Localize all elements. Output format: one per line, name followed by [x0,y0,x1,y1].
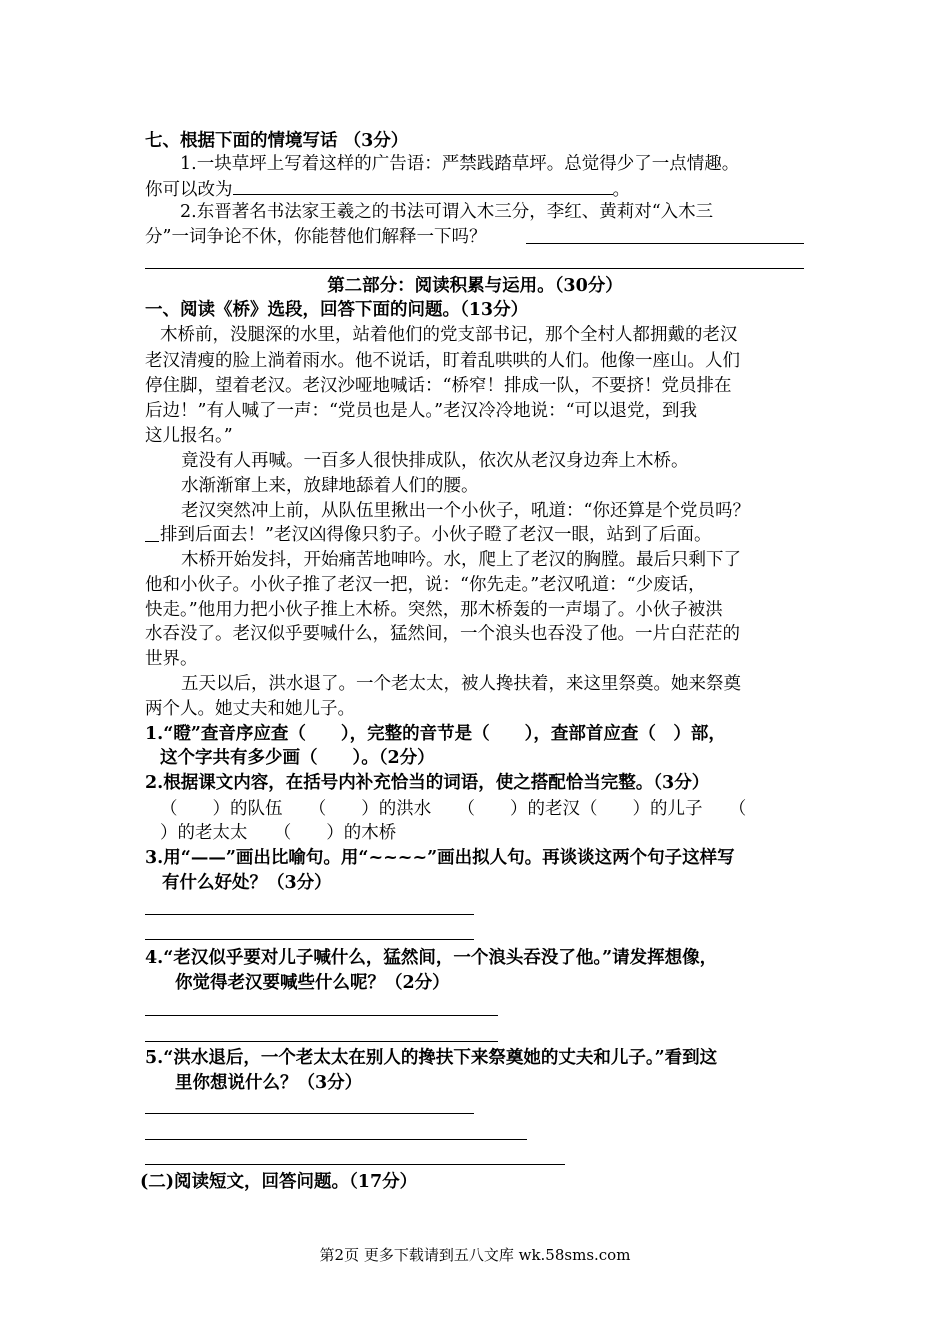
q5-answer-line[interactable] [145,1164,565,1165]
q1-line1: 1.“瞪”查音序应查（ ），完整的音节是（ ），查部首应查（ ）部， [145,724,726,744]
s7-q1-prefix: 你可以改为 [145,180,233,200]
passage-line: 水吞没了。老汉似乎要喊什么，猛然间，一个浪头也吞没了他。一片白茫茫的 [145,624,740,644]
q3-answer-line[interactable] [145,914,474,915]
q5-line2: 里你想说什么？（3分） [175,1073,363,1093]
q4-line1: 4.“老汉似乎要对儿子喊什么，猛然间，一个浪头吞没了他。”请发挥想像， [145,948,718,968]
passage-line: 木桥开始发抖，开始痛苦地呻吟。水，爬上了老汉的胸膛。最后只剩下了 [181,550,741,570]
passage-line: 他和小伙子。小伙子推了老汉一把，说：“你先走。”老汉吼道：“少废话， [145,575,706,595]
s7-q1-line2 [145,176,630,202]
passage-line: 五天以后，洪水退了。一个老太太，被人搀扶着，来这里祭奠。她来祭奠 [181,674,741,694]
s7-q1-answer-blank[interactable] [233,176,613,195]
q2-line1: （ ）的队伍 （ ）的洪水 （ ）的老汉（ ）的儿子 （ [160,799,747,819]
passage-underline-mark [145,541,159,542]
q5-line1: 5.“洪水退后，一个老太太在别人的搀扶下来祭奠她的丈夫和儿子。”看到这 [145,1048,718,1068]
q3-answer-line[interactable] [145,939,474,940]
page-footer: 第2页 更多下载请到五八文库 wk.58sms.com [319,1246,631,1264]
passage-line: 排到后面去！”老汉凶得像只豹子。小伙子瞪了老汉一眼，站到了后面。 [160,525,712,545]
passage-line: 快走。”他用力把小伙子推上木桥。突然，那木桥轰的一声塌了。小伙子被洪 [145,600,723,620]
q4-line2: 你觉得老汉要喊些什么呢？（2分） [175,973,450,993]
q3-line1: 3.用“——”画出比喻句。用“~~~~”画出拟人句。再谈谈这两个句子这样写 [145,848,735,868]
passage-line: 停住脚，望着老汉。老汉沙哑地喊话：“桥窄！排成一队，不要挤！党员排在 [145,376,732,396]
passage-line: 这儿报名。” [145,426,233,446]
passage-line: 老汉突然冲上前，从队伍里揪出一个小伙子，吼道：“你还算是个党员吗？ [181,501,750,521]
q2-line2: ）的老太太 （ ）的木桥 [160,823,397,843]
q4-answer-line[interactable] [145,1015,498,1016]
s7-q2-line2: 分”一词争论不休，你能替他们解释一下吗？ [145,227,487,247]
part2-heading: 第二部分：阅读积累与运用。（30分） [327,276,623,296]
passage-line: 木桥前，没腿深的水里，站着他们的党支部书记，那个全村人都拥戴的老汉 [160,325,738,345]
q5-answer-line[interactable] [145,1113,474,1114]
q2-title: 2.根据课文内容，在括号内补充恰当的词语，使之搭配恰当完整。（3分） [145,773,710,793]
q4-answer-line[interactable] [145,1041,498,1042]
reading2-title: (二)阅读短文，回答问题。（17分） [140,1172,418,1192]
passage-line: 两个人。她丈夫和她儿子。 [145,699,355,719]
s7-q1-line1: 1.一块草坪上写着这样的广告语：严禁践踏草坪。总觉得少了一点情趣。 [180,154,740,174]
s7-q2-answer-line-1[interactable] [526,243,804,244]
passage-line: 世界。 [145,649,198,669]
s7-q1-suffix: 。 [612,180,630,200]
passage-line: 后边！”有人喊了一声：“党员也是人。”老汉冷冷地说：“可以退党，到我 [145,401,698,421]
s7-q2-answer-line-2[interactable] [145,268,804,269]
passage-line: 老汉清瘦的脸上淌着雨水。他不说话，盯着乱哄哄的人们。他像一座山。人们 [145,351,740,371]
passage-line: 水渐渐窜上来，放肆地舔着人们的腰。 [181,476,479,496]
reading1-title: 一、阅读《桥》选段，回答下面的问题。（13分） [145,300,529,320]
s7-q2-line1: 2.东晋著名书法家王羲之的书法可谓入木三分，李红、黄莉对“入木三 [180,202,714,222]
q5-answer-line[interactable] [145,1139,527,1140]
q1-line2: 这个字共有多少画（ ）。（2分） [160,748,435,768]
section-7-title: 七、根据下面的情境写话 （3分） [145,131,409,151]
q3-line2: 有什么好处？（3分） [162,873,332,893]
passage-line: 竟没有人再喊。一百多人很快排成队，依次从老汉身边奔上木桥。 [181,451,689,471]
